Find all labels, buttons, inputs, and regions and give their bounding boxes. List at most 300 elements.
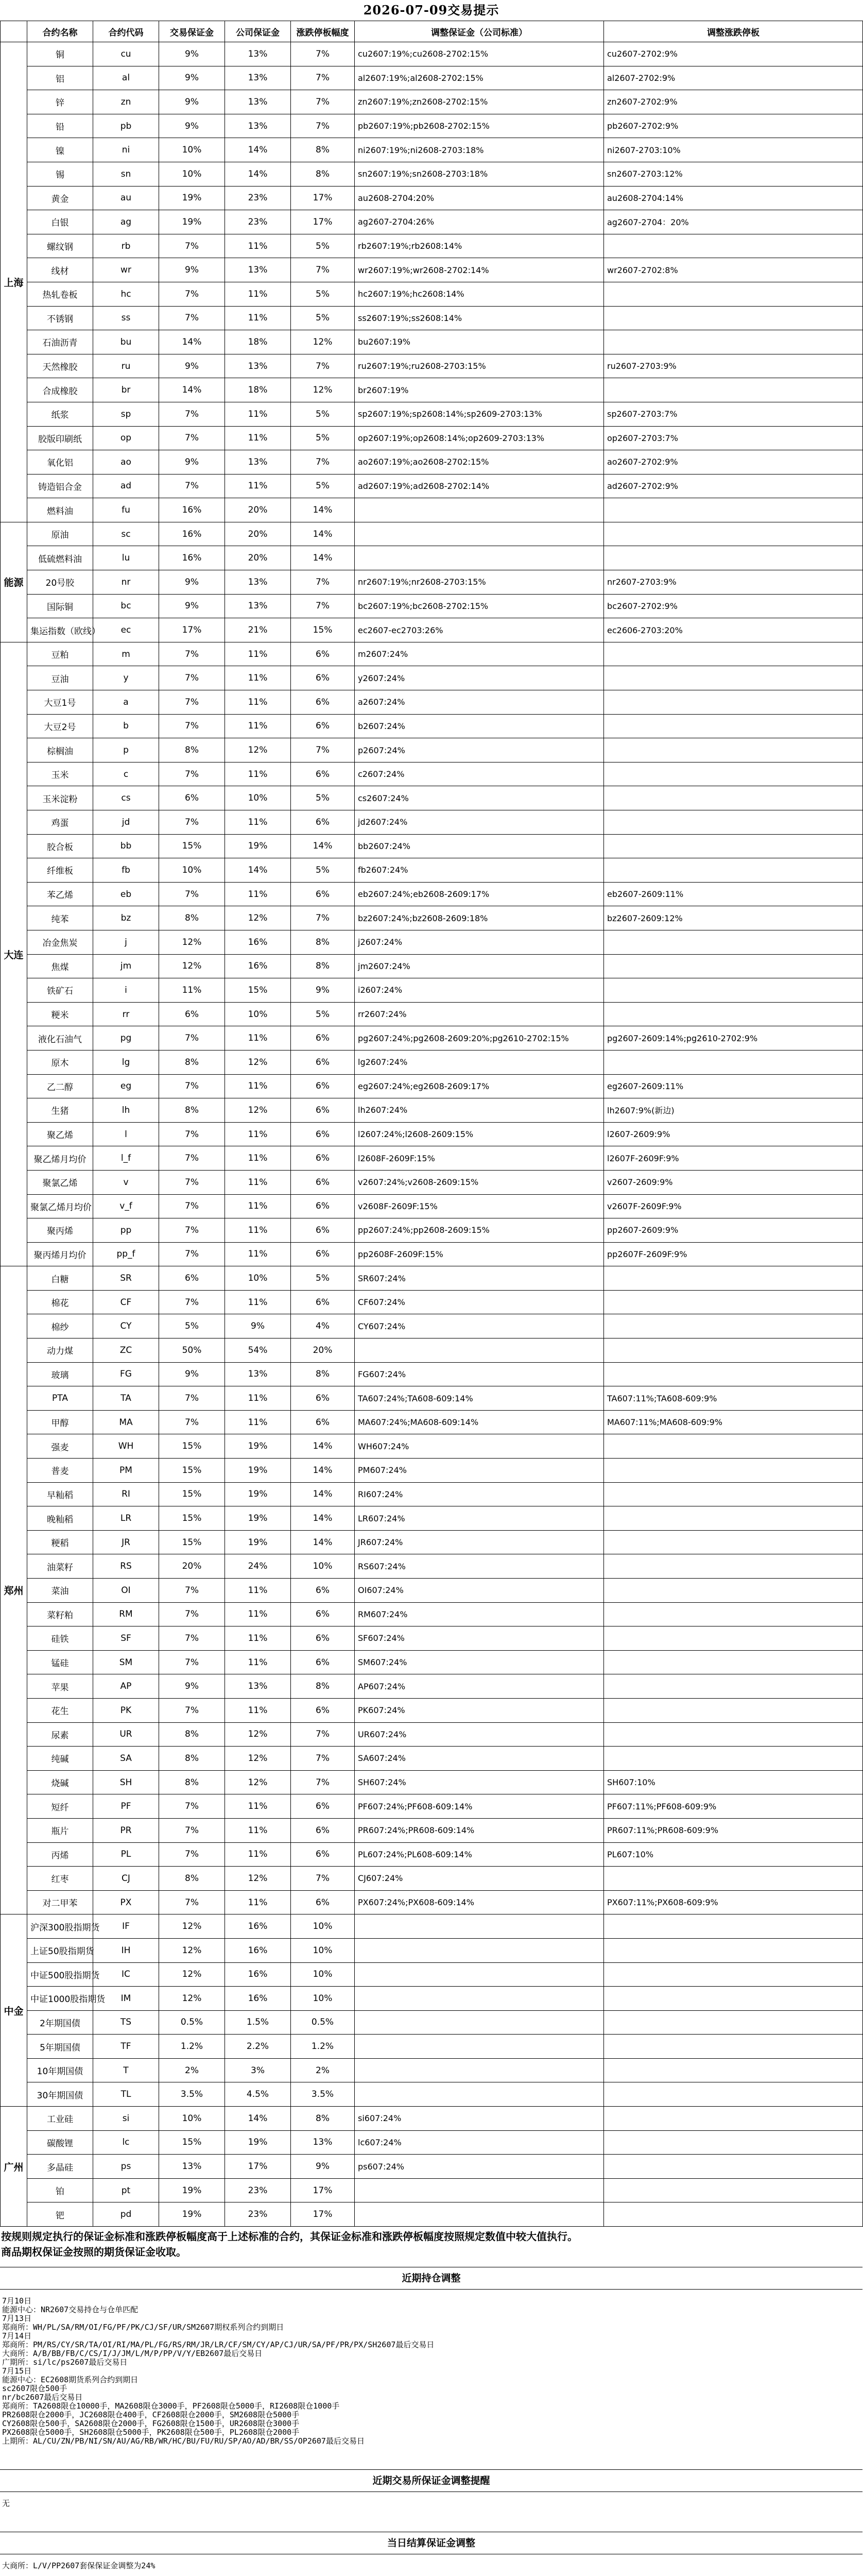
- contract-name-cell: 线材: [27, 258, 93, 282]
- company-margin-cell: 12%: [225, 738, 291, 762]
- exchange-margin-cell: 14%: [159, 378, 225, 402]
- price-limit-cell: 6%: [291, 1146, 355, 1171]
- price-limit-cell: 5%: [291, 234, 355, 258]
- contract-name-cell: 玉米淀粉: [27, 786, 93, 810]
- price-limit-cell: 12%: [291, 330, 355, 354]
- table-row: [1, 1482, 863, 1506]
- contract-code-cell: pp_f: [93, 1242, 159, 1266]
- adjusted-limit-cell: [604, 2035, 863, 2059]
- exchange-margin-cell: 8%: [159, 1722, 225, 1747]
- exchange-margin-cell: 9%: [159, 42, 225, 66]
- adjusted-limit-cell: [604, 2202, 863, 2227]
- contract-code-cell: fb: [93, 858, 159, 883]
- table-row: [1, 882, 863, 906]
- contract-code-cell: ni: [93, 138, 159, 162]
- company-margin-cell: 16%: [225, 1962, 291, 1987]
- price-limit-cell: 6%: [291, 1602, 355, 1626]
- exchange-margin-cell: 7%: [159, 234, 225, 258]
- exchange-margin-cell: 7%: [159, 1602, 225, 1626]
- adjusted-limit-cell: al2607-2702:9%: [604, 66, 863, 90]
- company-margin-cell: 11%: [225, 1170, 291, 1194]
- company-margin-cell: 11%: [225, 1842, 291, 1867]
- exchange-margin-cell: 13%: [159, 2155, 225, 2179]
- company-margin-cell: 11%: [225, 1122, 291, 1146]
- adjusted-limit-cell: [604, 1987, 863, 2011]
- header-contract-name: 合约名称: [27, 21, 93, 42]
- today-margin-body: 大商所：L/V/PP2607套保保证金调整为24%: [2, 2561, 156, 2571]
- company-margin-cell: 19%: [225, 1482, 291, 1506]
- contract-name-cell: 碳酸锂: [27, 2130, 93, 2155]
- price-limit-cell: 7%: [291, 66, 355, 90]
- exchange-margin-cell: 0.5%: [159, 2010, 225, 2035]
- header-adjusted-margin: 调整保证金（公司标准）: [355, 21, 604, 42]
- exchange-margin-cell: 7%: [159, 1842, 225, 1867]
- table-row: [1, 570, 863, 595]
- company-margin-cell: 11%: [225, 282, 291, 306]
- table-row: [1, 1074, 863, 1098]
- table-row: [1, 1314, 863, 1338]
- contract-name-cell: 锌: [27, 90, 93, 114]
- adjusted-limit-cell: [604, 690, 863, 715]
- price-limit-cell: 14%: [291, 498, 355, 522]
- contract-code-cell: fu: [93, 498, 159, 522]
- adjusted-margin-cell: PR607:24%;PR608-609:14%: [355, 1818, 604, 1842]
- company-margin-cell: 11%: [225, 1146, 291, 1171]
- price-limit-cell: 8%: [291, 954, 355, 978]
- company-margin-cell: 11%: [225, 1386, 291, 1411]
- price-limit-cell: 6%: [291, 1290, 355, 1314]
- adjusted-limit-cell: [604, 2107, 863, 2131]
- table-row: [1, 1794, 863, 1819]
- price-limit-cell: 5%: [291, 402, 355, 426]
- adjusted-margin-cell: [355, 1914, 604, 1939]
- table-row: [1, 2202, 863, 2227]
- company-margin-cell: 15%: [225, 978, 291, 1003]
- adjusted-margin-cell: [355, 546, 604, 570]
- adjusted-limit-cell: [604, 642, 863, 666]
- table-body: [1, 42, 863, 2227]
- company-margin-cell: 19%: [225, 1434, 291, 1459]
- company-margin-cell: 16%: [225, 1987, 291, 2011]
- adjusted-limit-cell: [604, 2010, 863, 2035]
- price-limit-cell: 5%: [291, 1002, 355, 1026]
- exchange-margin-cell: 50%: [159, 1338, 225, 1363]
- adjusted-limit-cell: cu2607-2702:9%: [604, 42, 863, 66]
- contract-name-cell: 沪深300股指期货: [27, 1914, 93, 1939]
- price-limit-cell: 8%: [291, 2107, 355, 2131]
- table-row: [1, 930, 863, 954]
- company-margin-cell: 11%: [225, 1602, 291, 1626]
- exchange-cell: 上海: [1, 42, 27, 522]
- company-margin-cell: 13%: [225, 90, 291, 114]
- adjusted-margin-cell: FG607:24%: [355, 1362, 604, 1386]
- price-limit-cell: 6%: [291, 690, 355, 715]
- table-row: [1, 2130, 863, 2155]
- contract-name-cell: 原油: [27, 522, 93, 546]
- adjusted-margin-cell: lc607:24%: [355, 2130, 604, 2155]
- contract-code-cell: PR: [93, 1818, 159, 1842]
- table-row: [1, 1962, 863, 1987]
- table-row: [1, 42, 863, 66]
- price-limit-cell: 5%: [291, 306, 355, 330]
- adjusted-margin-cell: PK607:24%: [355, 1698, 604, 1722]
- adjusted-limit-cell: [604, 1459, 863, 1483]
- contract-name-cell: 纯碱: [27, 1747, 93, 1771]
- contract-code-cell: l: [93, 1122, 159, 1146]
- contract-code-cell: lu: [93, 546, 159, 570]
- contract-code-cell: AP: [93, 1674, 159, 1699]
- adjusted-limit-cell: [604, 1602, 863, 1626]
- adjusted-margin-cell: bz2607:24%;bz2608-2609:18%: [355, 906, 604, 930]
- price-limit-cell: 17%: [291, 2202, 355, 2227]
- table-row: [1, 186, 863, 210]
- price-limit-cell: 8%: [291, 930, 355, 954]
- company-margin-cell: 13%: [225, 1362, 291, 1386]
- price-limit-cell: 6%: [291, 1818, 355, 1842]
- adjusted-margin-cell: [355, 2202, 604, 2227]
- adjusted-margin-cell: ru2607:19%;ru2608-2703:15%: [355, 354, 604, 378]
- price-limit-cell: 7%: [291, 42, 355, 66]
- contract-name-cell: 聚乙烯: [27, 1122, 93, 1146]
- exchange-margin-cell: 2%: [159, 2058, 225, 2082]
- adjusted-margin-cell: CJ607:24%: [355, 1867, 604, 1891]
- price-limit-cell: 6%: [291, 1626, 355, 1651]
- company-margin-cell: 13%: [225, 354, 291, 378]
- exchange-margin-cell: 8%: [159, 1747, 225, 1771]
- adjusted-limit-cell: v2607F-2609F:9%: [604, 1194, 863, 1218]
- contract-name-cell: 粳米: [27, 1002, 93, 1026]
- contract-name-cell: 螺纹钢: [27, 234, 93, 258]
- adjusted-margin-cell: RI607:24%: [355, 1482, 604, 1506]
- adjusted-limit-cell: ni2607-2703:10%: [604, 138, 863, 162]
- table-row: [1, 834, 863, 858]
- company-margin-cell: 12%: [225, 1747, 291, 1771]
- exchange-margin-cell: 7%: [159, 474, 225, 498]
- company-margin-cell: 11%: [225, 306, 291, 330]
- adjusted-margin-cell: WH607:24%: [355, 1434, 604, 1459]
- contract-name-cell: 聚乙烯月均价: [27, 1146, 93, 1171]
- company-margin-cell: 10%: [225, 1266, 291, 1291]
- contract-name-cell: 粳稻: [27, 1530, 93, 1554]
- exchange-margin-cell: 12%: [159, 930, 225, 954]
- adjusted-margin-cell: JR607:24%: [355, 1530, 604, 1554]
- adjusted-limit-cell: [604, 714, 863, 738]
- adjusted-limit-cell: eg2607-2609:11%: [604, 1074, 863, 1098]
- header-price-limit: 涨跌停板幅度: [291, 21, 355, 42]
- contract-code-cell: m: [93, 642, 159, 666]
- contract-name-cell: 白糖: [27, 1266, 93, 1291]
- adjusted-limit-cell: [604, 1698, 863, 1722]
- recent-positions-body: 7月10日 能源中心：NR2607交易持仓与仓单匹配 7月13日 郑商所：WH/PL/SA/RM/OI/FG/PF/PK/CJ/SF/UR/SM2607期权系列合约到期日 7月14日 郑商所：PM/RS/CY/SR/TA/OI/RI/MA/PL/FG/RS/RM/JR/LR/CF/SM/CY/AP/CJ/UR/SA/PF/PR/PX/SH2607最后交易日 大商所：A/B/BB/FB/C/CS/I/J/JM/L/M/P/PP/V/Y/EB2607最后交易日 广期所：si/lc/ps2607最后交易日 7月15日 能源中心：EC2608期货系列合约到期日 sc2607限仓500手 nr/bc2607最后交易日 郑商所：TA2608限仓10000手，MA2608限仓3000手，PF2608限仓5000手，RI2608限仓1000手 PR2608限仓2000手，JC2608限仓400手，CF2608限仓2000手，SM2608限仓5000手 CY2608限仓500手，SA2608限仓2000手，FG2608限仓1500手，UR2608限仓3000手 PX2608限仓5000手，SH2608限仓5000手，PK2608限仓500手，PL2608限仓2000手 上期所：AL/CU/ZN/PB/NI/SN/AU/AG/RB/WR/HC/BU/FU/RU/SP/AO/AD/BR/SS/OP2607最后交易日: [2, 2296, 435, 2446]
- exchange-margin-cell: 8%: [159, 1050, 225, 1074]
- contract-name-cell: 铅: [27, 114, 93, 138]
- exchange-margin-cell: 15%: [159, 1434, 225, 1459]
- price-limit-cell: 6%: [291, 1122, 355, 1146]
- company-margin-cell: 11%: [225, 1698, 291, 1722]
- exchange-margin-cell: 7%: [159, 1410, 225, 1434]
- exchange-margin-cell: 15%: [159, 1482, 225, 1506]
- price-limit-cell: 5%: [291, 426, 355, 450]
- company-margin-cell: 14%: [225, 162, 291, 186]
- contract-name-cell: 乙二醇: [27, 1074, 93, 1098]
- contract-name-cell: 短纤: [27, 1794, 93, 1819]
- table-row: [1, 2155, 863, 2179]
- price-limit-cell: 6%: [291, 1650, 355, 1674]
- adjusted-margin-cell: sn2607:19%;sn2608-2703:18%: [355, 162, 604, 186]
- company-margin-cell: 24%: [225, 1554, 291, 1579]
- price-limit-cell: 7%: [291, 90, 355, 114]
- price-limit-cell: 10%: [291, 1962, 355, 1987]
- exchange-margin-cell: 12%: [159, 954, 225, 978]
- adjusted-limit-cell: [604, 1938, 863, 1962]
- exchange-margin-cell: 9%: [159, 450, 225, 474]
- exchange-margin-cell: 9%: [159, 1674, 225, 1699]
- adjusted-margin-cell: op2607:19%;op2608:14%;op2609-2703:13%: [355, 426, 604, 450]
- contract-code-cell: cs: [93, 786, 159, 810]
- adjusted-margin-cell: [355, 2082, 604, 2107]
- contract-name-cell: 黄金: [27, 186, 93, 210]
- adjusted-margin-cell: [355, 1987, 604, 2011]
- price-limit-cell: 6%: [291, 882, 355, 906]
- adjusted-margin-cell: bu2607:19%: [355, 330, 604, 354]
- contract-code-cell: PM: [93, 1459, 159, 1483]
- adjusted-margin-cell: [355, 2178, 604, 2202]
- company-margin-cell: 10%: [225, 1002, 291, 1026]
- table-row: [1, 1050, 863, 1074]
- adjusted-margin-cell: eb2607:24%;eb2608-2609:17%: [355, 882, 604, 906]
- table-row: [1, 2178, 863, 2202]
- price-limit-cell: 7%: [291, 450, 355, 474]
- price-limit-cell: 7%: [291, 594, 355, 618]
- adjusted-limit-cell: [604, 810, 863, 835]
- adjusted-limit-cell: SH607:10%: [604, 1770, 863, 1794]
- contract-code-cell: bc: [93, 594, 159, 618]
- price-limit-cell: 14%: [291, 1506, 355, 1531]
- contract-name-cell: 晚籼稻: [27, 1506, 93, 1531]
- contract-code-cell: zn: [93, 90, 159, 114]
- table-row: [1, 1242, 863, 1266]
- header-company-margin: 公司保证金: [225, 21, 291, 42]
- contract-code-cell: v: [93, 1170, 159, 1194]
- adjusted-limit-cell: [604, 282, 863, 306]
- contract-code-cell: sn: [93, 162, 159, 186]
- table-row: [1, 1698, 863, 1722]
- price-limit-cell: 9%: [291, 2155, 355, 2179]
- adjusted-margin-cell: l2608F-2609F:15%: [355, 1146, 604, 1171]
- adjusted-limit-cell: PR607:11%;PR608-609:9%: [604, 1818, 863, 1842]
- exchange-margin-cell: 15%: [159, 1459, 225, 1483]
- table-row: [1, 1362, 863, 1386]
- price-limit-cell: 8%: [291, 162, 355, 186]
- price-limit-cell: 5%: [291, 1266, 355, 1291]
- adjusted-limit-cell: PF607:11%;PF608-609:9%: [604, 1794, 863, 1819]
- adjusted-margin-cell: fb2607:24%: [355, 858, 604, 883]
- price-limit-cell: 6%: [291, 1098, 355, 1123]
- company-margin-cell: 19%: [225, 834, 291, 858]
- exchange-margin-cell: 9%: [159, 258, 225, 282]
- price-limit-cell: 0.5%: [291, 2010, 355, 2035]
- company-margin-cell: 2.2%: [225, 2035, 291, 2059]
- company-margin-cell: 20%: [225, 498, 291, 522]
- contract-code-cell: PK: [93, 1698, 159, 1722]
- adjusted-limit-cell: [604, 1266, 863, 1291]
- exchange-margin-cell: 9%: [159, 66, 225, 90]
- contract-name-cell: 生猪: [27, 1098, 93, 1123]
- contract-code-cell: au: [93, 186, 159, 210]
- exchange-margin-cell: 16%: [159, 498, 225, 522]
- company-margin-cell: 23%: [225, 186, 291, 210]
- contract-name-cell: 10年期国债: [27, 2058, 93, 2082]
- exchange-margin-cell: 7%: [159, 1218, 225, 1243]
- adjusted-margin-cell: PF607:24%;PF608-609:14%: [355, 1794, 604, 1819]
- exchange-margin-cell: 9%: [159, 594, 225, 618]
- contract-code-cell: p: [93, 738, 159, 762]
- exchange-margin-cell: 1.2%: [159, 2035, 225, 2059]
- adjusted-limit-cell: [604, 858, 863, 883]
- contract-code-cell: ad: [93, 474, 159, 498]
- exchange-margin-cell: 15%: [159, 1530, 225, 1554]
- price-limit-cell: 9%: [291, 978, 355, 1003]
- table-row: [1, 1867, 863, 1891]
- table-row: [1, 642, 863, 666]
- table-row: [1, 954, 863, 978]
- contract-code-cell: pb: [93, 114, 159, 138]
- contract-name-cell: 铸造铝合金: [27, 474, 93, 498]
- contract-name-cell: 镍: [27, 138, 93, 162]
- table-row: [1, 714, 863, 738]
- adjusted-limit-cell: ao2607-2702:9%: [604, 450, 863, 474]
- adjusted-margin-cell: pb2607:19%;pb2608-2702:15%: [355, 114, 604, 138]
- company-margin-cell: 23%: [225, 210, 291, 234]
- contract-code-cell: T: [93, 2058, 159, 2082]
- adjusted-limit-cell: [604, 378, 863, 402]
- exchange-margin-cell: 7%: [159, 1579, 225, 1603]
- adjusted-margin-cell: i2607:24%: [355, 978, 604, 1003]
- adjusted-margin-cell: bc2607:19%;bc2608-2702:15%: [355, 594, 604, 618]
- contract-name-cell: 玻璃: [27, 1362, 93, 1386]
- company-margin-cell: 13%: [225, 114, 291, 138]
- table-row: [1, 1410, 863, 1434]
- adjusted-margin-cell: a2607:24%: [355, 690, 604, 715]
- table-row: [1, 210, 863, 234]
- adjusted-limit-cell: [604, 1554, 863, 1579]
- table-row: [1, 546, 863, 570]
- contract-code-cell: j: [93, 930, 159, 954]
- adjusted-margin-cell: lg2607:24%: [355, 1050, 604, 1074]
- adjusted-limit-cell: l2607-2609:9%: [604, 1122, 863, 1146]
- contract-code-cell: LR: [93, 1506, 159, 1531]
- adjusted-margin-cell: cs2607:24%: [355, 786, 604, 810]
- adjusted-limit-cell: ag2607-2704：20%: [604, 210, 863, 234]
- adjusted-limit-cell: [604, 1314, 863, 1338]
- contract-name-cell: 不锈钢: [27, 306, 93, 330]
- table-row: [1, 258, 863, 282]
- exchange-margin-cell: 7%: [159, 1290, 225, 1314]
- adjusted-margin-cell: wr2607:19%;wr2608-2702:14%: [355, 258, 604, 282]
- adjusted-margin-cell: ao2607:19%;ao2608-2702:15%: [355, 450, 604, 474]
- recent-exchange-body: 无: [2, 2499, 10, 2509]
- price-limit-cell: 5%: [291, 282, 355, 306]
- table-row: [1, 498, 863, 522]
- adjusted-margin-cell: nr2607:19%;nr2608-2703:15%: [355, 570, 604, 595]
- adjusted-margin-cell: AP607:24%: [355, 1674, 604, 1699]
- contract-name-cell: 早籼稻: [27, 1482, 93, 1506]
- exchange-margin-cell: 7%: [159, 1890, 225, 1914]
- exchange-margin-cell: 12%: [159, 1962, 225, 1987]
- table-row: [1, 234, 863, 258]
- exchange-margin-cell: 16%: [159, 522, 225, 546]
- company-margin-cell: 18%: [225, 330, 291, 354]
- adjusted-limit-cell: ec2606-2703:20%: [604, 618, 863, 642]
- exchange-margin-cell: 6%: [159, 1002, 225, 1026]
- adjusted-margin-cell: [355, 2010, 604, 2035]
- price-limit-cell: 14%: [291, 546, 355, 570]
- contract-name-cell: 工业硅: [27, 2107, 93, 2131]
- adjusted-margin-cell: ni2607:19%;ni2608-2703:18%: [355, 138, 604, 162]
- adjusted-margin-cell: jd2607:24%: [355, 810, 604, 835]
- contract-code-cell: IM: [93, 1987, 159, 2011]
- header-contract-code: 合约代码: [93, 21, 159, 42]
- table-row: [1, 1459, 863, 1483]
- contract-name-cell: 国际铜: [27, 594, 93, 618]
- exchange-margin-cell: 7%: [159, 882, 225, 906]
- contract-code-cell: ao: [93, 450, 159, 474]
- exchange-margin-cell: 9%: [159, 90, 225, 114]
- company-margin-cell: 14%: [225, 2107, 291, 2131]
- adjusted-margin-cell: RS607:24%: [355, 1554, 604, 1579]
- exchange-margin-cell: 7%: [159, 402, 225, 426]
- company-margin-cell: 11%: [225, 1218, 291, 1243]
- contract-code-cell: TL: [93, 2082, 159, 2107]
- price-limit-cell: 7%: [291, 738, 355, 762]
- adjusted-limit-cell: [604, 2082, 863, 2107]
- adjusted-margin-cell: ps607:24%: [355, 2155, 604, 2179]
- table-row: [1, 114, 863, 138]
- price-limit-cell: 6%: [291, 1242, 355, 1266]
- adjusted-limit-cell: PL607:10%: [604, 1842, 863, 1867]
- price-limit-cell: 6%: [291, 1579, 355, 1603]
- company-margin-cell: 20%: [225, 546, 291, 570]
- contract-code-cell: RI: [93, 1482, 159, 1506]
- contract-name-cell: 铂: [27, 2178, 93, 2202]
- table-row: [1, 1026, 863, 1050]
- exchange-margin-cell: 7%: [159, 306, 225, 330]
- contract-name-cell: 液化石油气: [27, 1026, 93, 1050]
- table-row: [1, 618, 863, 642]
- exchange-margin-cell: 7%: [159, 1794, 225, 1819]
- contract-code-cell: si: [93, 2107, 159, 2131]
- table-row: [1, 1818, 863, 1842]
- adjusted-margin-cell: ad2607:19%;ad2608-2702:14%: [355, 474, 604, 498]
- adjusted-limit-cell: [604, 522, 863, 546]
- adjusted-margin-cell: b2607:24%: [355, 714, 604, 738]
- company-margin-cell: 18%: [225, 378, 291, 402]
- adjusted-margin-cell: sp2607:19%;sp2608:14%;sp2609-2703:13%: [355, 402, 604, 426]
- exchange-margin-cell: 8%: [159, 738, 225, 762]
- table-row: [1, 1002, 863, 1026]
- exchange-margin-cell: 11%: [159, 978, 225, 1003]
- contract-code-cell: TA: [93, 1386, 159, 1411]
- contract-name-cell: 大豆2号: [27, 714, 93, 738]
- adjusted-limit-cell: [604, 954, 863, 978]
- price-limit-cell: 14%: [291, 522, 355, 546]
- contract-name-cell: 集运指数（欧线）: [27, 618, 93, 642]
- table-row: [1, 1170, 863, 1194]
- adjusted-limit-cell: [604, 1650, 863, 1674]
- adjusted-margin-cell: [355, 498, 604, 522]
- contract-code-cell: rr: [93, 1002, 159, 1026]
- contract-code-cell: ss: [93, 306, 159, 330]
